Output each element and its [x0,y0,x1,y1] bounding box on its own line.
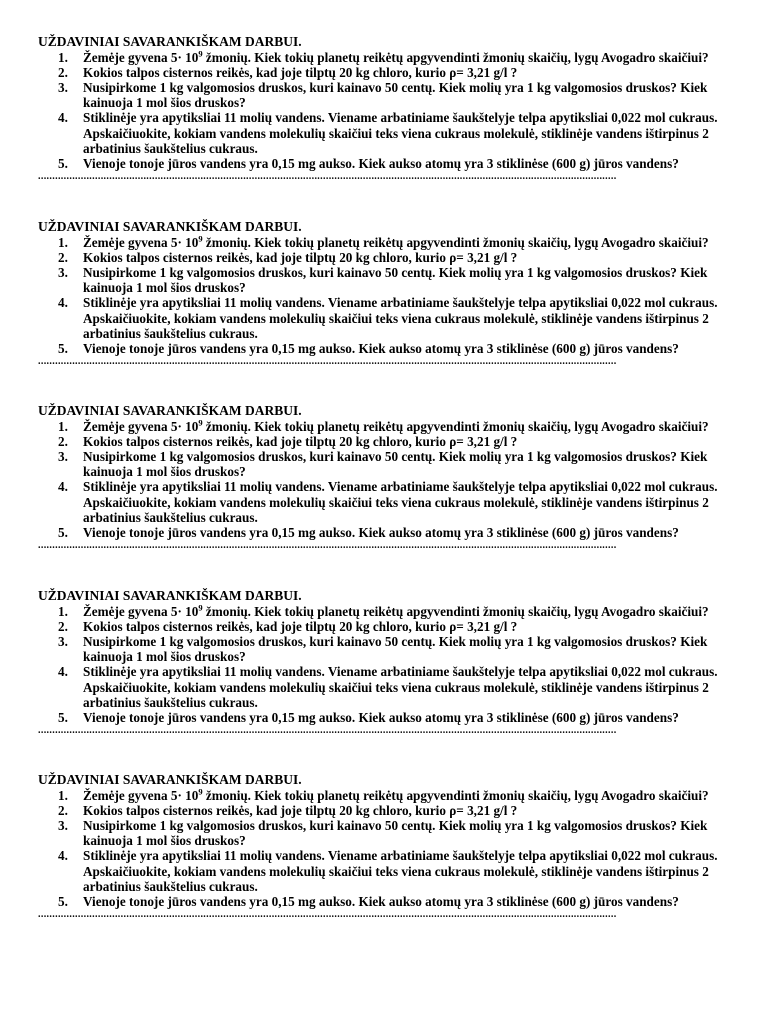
item-number: 5. [58,155,68,171]
item-text [83,235,709,250]
block-title: UŽDAVINIAI SAVARANKIŠKAM DARBUI. [38,588,302,603]
item-text-part: Žemėje gyvena 5· 10 [83,603,199,619]
list-item [38,818,732,848]
item-number: 2. [58,618,68,634]
item-number: 3. [58,817,68,833]
item-number: 2. [58,249,68,265]
item-number: 4. [58,110,68,126]
item-number: 4. [58,848,68,864]
item-number: 1. [58,49,68,65]
item-text: Nusipirkome 1 kg valgomosios druskos, kuri kainavo 50 centų. Kiek molių yra 1 kg valgomosios druskos? Kiek kainuoja 1 mol šios druskos? [83,633,708,665]
item-number: 5. [58,340,68,356]
exponent: 9 [198,786,203,797]
list-item [38,848,732,894]
list-item [38,110,732,156]
task-block-3 [38,403,732,551]
list-item [38,449,732,479]
dotted-separator: ........................................................................................................................................................................................................... [38,171,617,183]
item-text: Kokios talpos cisternos reikės, kad joje tilptų 20 kg chloro, kurio ρ= 3,21 g/l ? [83,433,518,449]
item-text-part: Žemėje gyvena 5· 10 [83,418,199,434]
task-list [38,788,732,910]
item-text-part: žmonių. Kiek tokių planetų reikėtų apgyvendinti žmonių skaičių, lygų Avogadro skaičiui? [202,787,709,803]
task-block-5 [38,772,732,920]
item-number: 5. [58,893,68,909]
item-text: Nusipirkome 1 kg valgomosios druskos, kuri kainavo 50 centų. Kiek molių yra 1 kg valgomosios druskos? Kiek kainuoja 1 mol šios druskos? [83,264,708,296]
item-text: Stiklinėje yra apytiksliai 11 molių vandens. Viename arbatiniame šaukštelyje telpa apytiksliai 0,022 mol cukraus. Apskaičiuokite, kokiam vandens molekulių skaičiui teks viena cukraus molekulė, stiklinėje vandens ištirpinus 2 arbatinius šaukštelius cukraus. [83,664,718,710]
list-item [38,434,732,449]
item-text [83,50,709,65]
item-text [83,419,709,434]
task-block-4 [38,588,732,736]
list-item [38,50,732,65]
list-item [38,419,732,434]
list-item [38,803,732,818]
item-text-part: Žemėje gyvena 5· 10 [83,234,199,250]
block-title: UŽDAVINIAI SAVARANKIŠKAM DARBUI. [38,34,302,49]
task-block-1 [38,34,732,182]
item-number: 1. [58,603,68,619]
item-text: Nusipirkome 1 kg valgomosios druskos, kuri kainavo 50 centų. Kiek molių yra 1 kg valgomosios druskos? Kiek kainuoja 1 mol šios druskos? [83,79,708,111]
item-number: 3. [58,79,68,95]
exponent: 9 [198,602,203,613]
item-number: 2. [58,433,68,449]
item-text-part: Žemėje gyvena 5· 10 [83,49,199,65]
dotted-separator: ........................................................................................................................................................................................................... [38,909,617,921]
item-number: 4. [58,295,68,311]
item-number: 1. [58,787,68,803]
dotted-separator: ........................................................................................................................................................................................................... [38,540,617,552]
list-item [38,235,732,250]
item-number: 5. [58,709,68,725]
list-item [38,604,732,619]
item-text: Kokios talpos cisternos reikės, kad joje tilptų 20 kg chloro, kurio ρ= 3,21 g/l ? [83,802,518,818]
item-text: Vienoje tonoje jūros vandens yra 0,15 mg aukso. Kiek aukso atomų yra 3 stiklinėse (600 g) jūros vandens? [83,524,679,540]
item-text-part: žmonių. Kiek tokių planetų reikėtų apgyvendinti žmonių skaičių, lygų Avogadro skaičiui? [202,603,709,619]
item-text: Stiklinėje yra apytiksliai 11 molių vandens. Viename arbatiniame šaukštelyje telpa apytiksliai 0,022 mol cukraus. Apskaičiuokite, kokiam vandens molekulių skaičiui teks viena cukraus molekulė, stiklinėje vandens ištirpinus 2 arbatinius šaukštelius cukraus. [83,479,718,525]
item-text-part: žmonių. Kiek tokių planetų reikėtų apgyvendinti žmonių skaičių, lygų Avogadro skaičiui? [202,49,709,65]
list-item [38,525,732,540]
block-title: UŽDAVINIAI SAVARANKIŠKAM DARBUI. [38,772,302,787]
list-item [38,894,732,909]
item-text: Vienoje tonoje jūros vandens yra 0,15 mg aukso. Kiek aukso atomų yra 3 stiklinėse (600 g) jūros vandens? [83,340,679,356]
item-number: 3. [58,264,68,280]
list-item [38,295,732,341]
item-number: 3. [58,448,68,464]
list-item [38,341,732,356]
list-item [38,710,732,725]
item-text-part: žmonių. Kiek tokių planetų reikėtų apgyvendinti žmonių skaičių, lygų Avogadro skaičiui? [202,234,709,250]
task-list [38,604,732,726]
item-text [83,788,709,803]
list-item [38,250,732,265]
item-number: 3. [58,633,68,649]
item-text: Stiklinėje yra apytiksliai 11 molių vandens. Viename arbatiniame šaukštelyje telpa apytiksliai 0,022 mol cukraus. Apskaičiuokite, kokiam vandens molekulių skaičiui teks viena cukraus molekulė, stiklinėje vandens ištirpinus 2 arbatinius šaukštelius cukraus. [83,110,718,156]
item-text: Kokios talpos cisternos reikės, kad joje tilptų 20 kg chloro, kurio ρ= 3,21 g/l ? [83,249,518,265]
item-text-part: žmonių. Kiek tokių planetų reikėtų apgyvendinti žmonių skaičių, lygų Avogadro skaičiui? [202,418,709,434]
item-number: 4. [58,479,68,495]
item-number: 2. [58,64,68,80]
dotted-separator: ........................................................................................................................................................................................................... [38,356,617,368]
item-text: Nusipirkome 1 kg valgomosios druskos, kuri kainavo 50 centų. Kiek molių yra 1 kg valgomosios druskos? Kiek kainuoja 1 mol šios druskos? [83,448,708,480]
item-text: Vienoje tonoje jūros vandens yra 0,15 mg aukso. Kiek aukso atomų yra 3 stiklinėse (600 g) jūros vandens? [83,893,679,909]
list-item [38,65,732,80]
item-text-part: Žemėje gyvena 5· 10 [83,787,199,803]
item-number: 2. [58,802,68,818]
task-list [38,50,732,172]
list-item [38,664,732,710]
item-number: 4. [58,664,68,680]
list-item [38,479,732,525]
item-text: Kokios talpos cisternos reikės, kad joje tilptų 20 kg chloro, kurio ρ= 3,21 g/l ? [83,64,518,80]
list-item [38,156,732,171]
dotted-separator: ........................................................................................................................................................................................................... [38,725,617,737]
item-text [83,604,709,619]
task-list [38,235,732,357]
exponent: 9 [198,417,203,428]
exponent: 9 [198,233,203,244]
item-text: Stiklinėje yra apytiksliai 11 molių vandens. Viename arbatiniame šaukštelyje telpa apytiksliai 0,022 mol cukraus. Apskaičiuokite, kokiam vandens molekulių skaičiui teks viena cukraus molekulė, stiklinėje vandens ištirpinus 2 arbatinius šaukštelius cukraus. [83,848,718,894]
item-number: 5. [58,524,68,540]
exponent: 9 [198,48,203,59]
item-text: Nusipirkome 1 kg valgomosios druskos, kuri kainavo 50 centų. Kiek molių yra 1 kg valgomosios druskos? Kiek kainuoja 1 mol šios druskos? [83,817,708,849]
list-item [38,619,732,634]
item-text: Stiklinėje yra apytiksliai 11 molių vandens. Viename arbatiniame šaukštelyje telpa apytiksliai 0,022 mol cukraus. Apskaičiuokite, kokiam vandens molekulių skaičiui teks viena cukraus molekulė, stiklinėje vandens ištirpinus 2 arbatinius šaukštelius cukraus. [83,295,718,341]
task-block-2 [38,219,732,367]
item-number: 1. [58,234,68,250]
task-list [38,419,732,541]
item-text: Vienoje tonoje jūros vandens yra 0,15 mg aukso. Kiek aukso atomų yra 3 stiklinėse (600 g) jūros vandens? [83,709,679,725]
item-number: 1. [58,418,68,434]
list-item [38,80,732,110]
list-item [38,788,732,803]
list-item [38,634,732,664]
item-text: Vienoje tonoje jūros vandens yra 0,15 mg aukso. Kiek aukso atomų yra 3 stiklinėse (600 g) jūros vandens? [83,155,679,171]
item-text: Kokios talpos cisternos reikės, kad joje tilptų 20 kg chloro, kurio ρ= 3,21 g/l ? [83,618,518,634]
block-title: UŽDAVINIAI SAVARANKIŠKAM DARBUI. [38,219,302,234]
list-item [38,265,732,295]
block-title: UŽDAVINIAI SAVARANKIŠKAM DARBUI. [38,403,302,418]
